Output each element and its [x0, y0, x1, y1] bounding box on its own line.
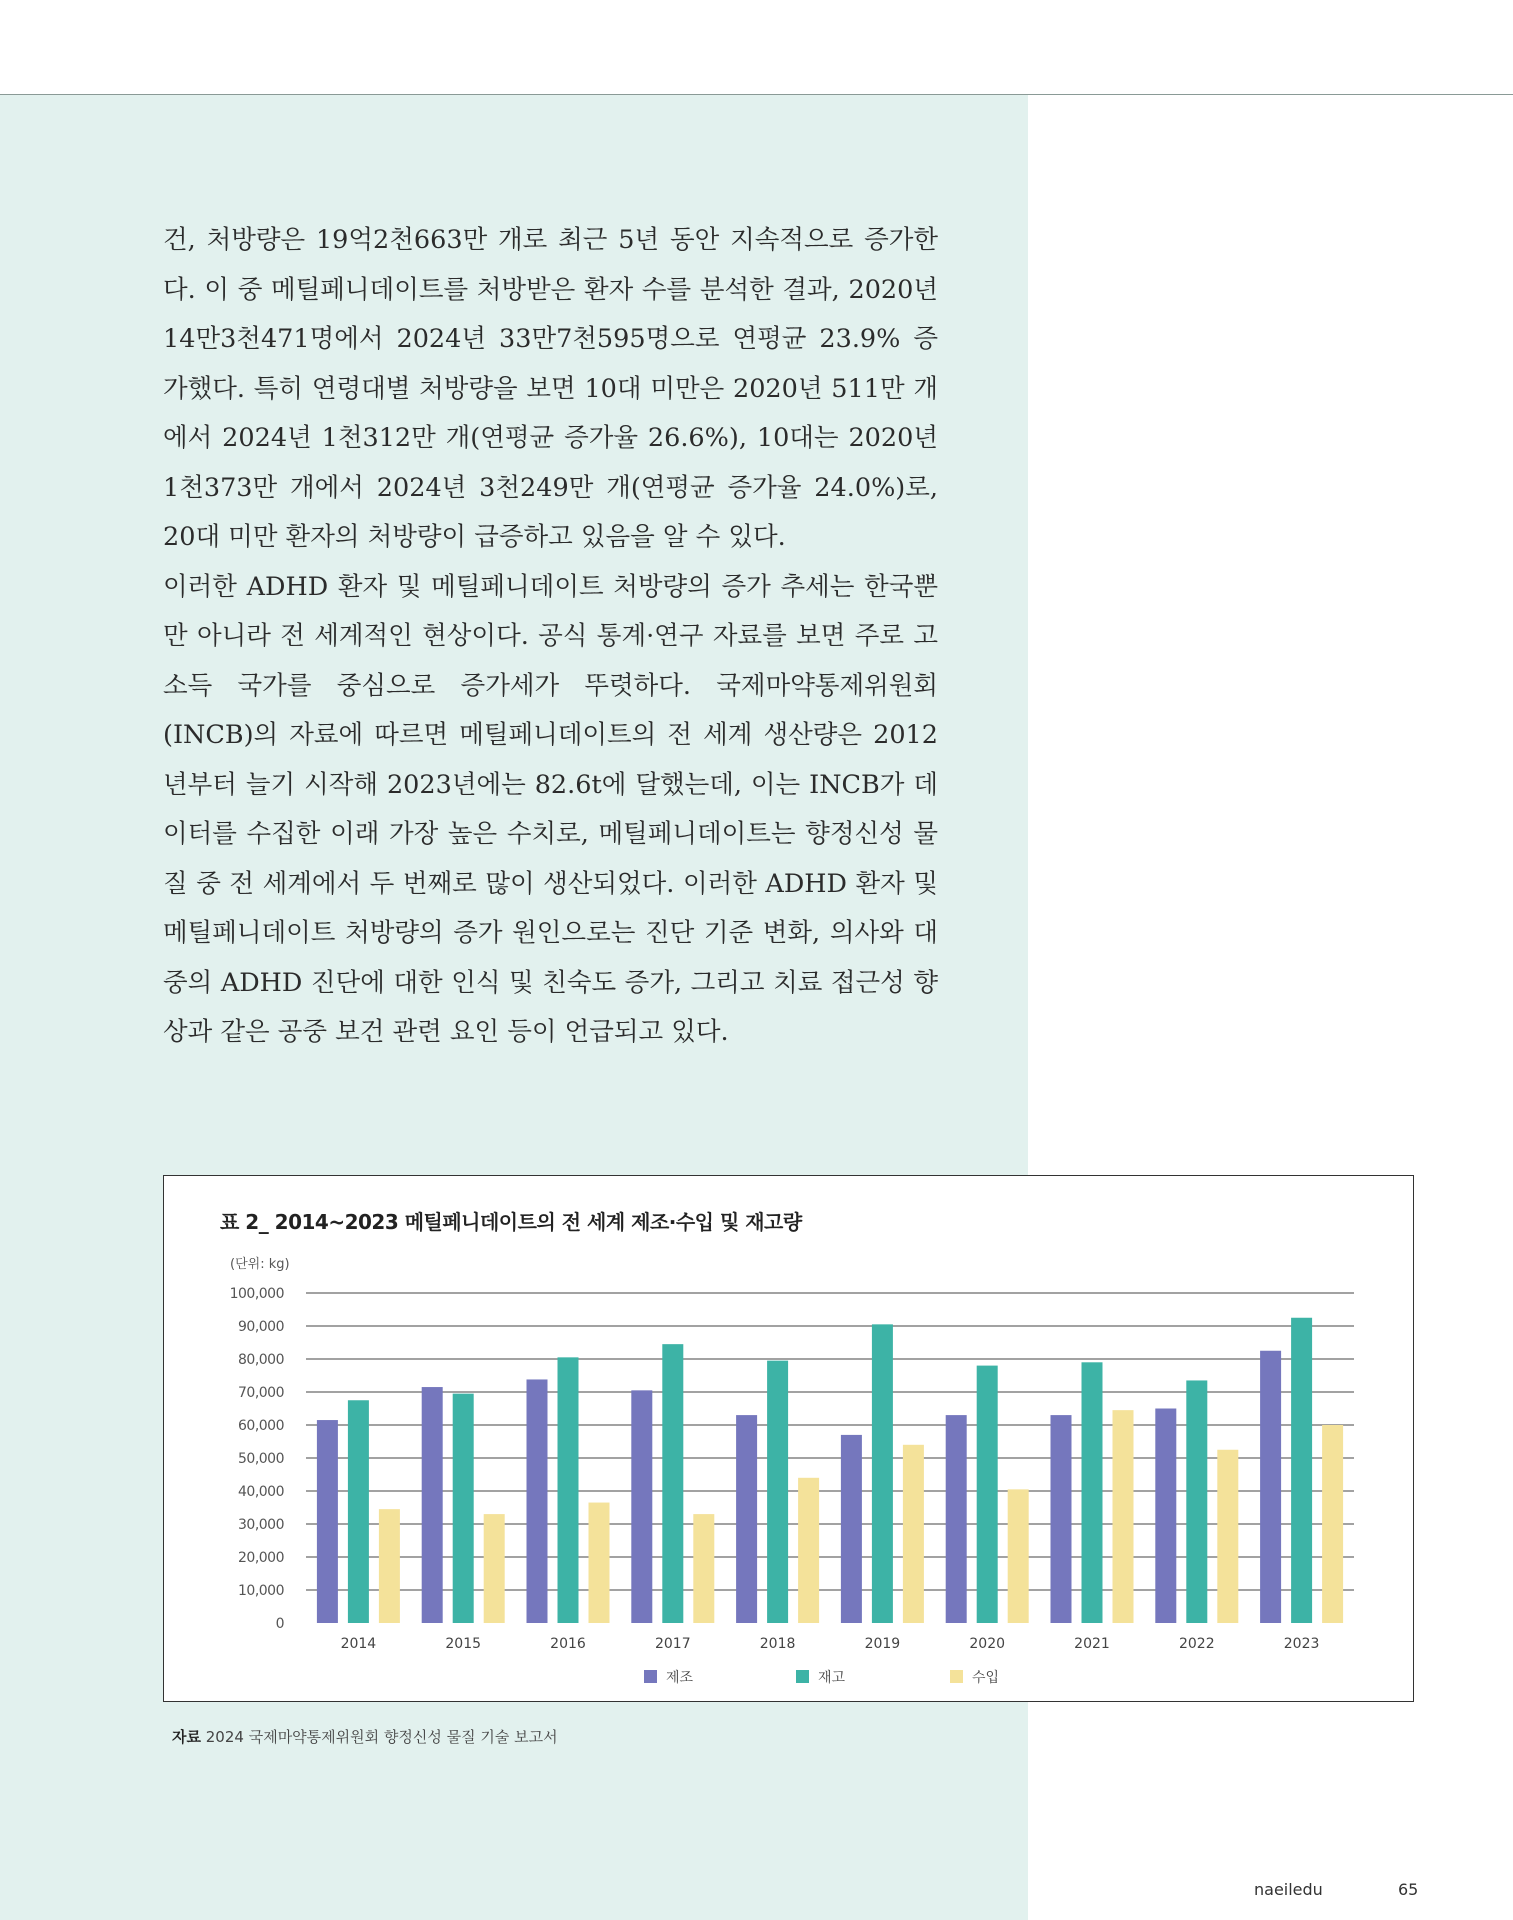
legend-label-import: 수입 [972, 1670, 1000, 1686]
y-tick-label: 90,000 [238, 1319, 284, 1335]
legend-label-stock: 재고 [818, 1670, 846, 1686]
bar-stock-2019 [872, 1324, 893, 1623]
bar-stock-2021 [1082, 1362, 1103, 1623]
bar-stock-2017 [662, 1344, 683, 1623]
chart-title: 표 2_ 2014~2023 메틸페니데이트의 전 세계 제조·수입 및 재고량 [220, 1210, 802, 1234]
x-tick-label: 2019 [864, 1636, 901, 1652]
footer-brand: naeiledu [1254, 1880, 1323, 1899]
legend-swatch-manufacture [644, 1670, 657, 1683]
bar-manufacture-2016 [527, 1379, 548, 1623]
y-tick-label: 40,000 [238, 1484, 284, 1500]
y-tick-label: 10,000 [238, 1583, 284, 1599]
bar-manufacture-2021 [1051, 1415, 1072, 1623]
y-tick-label: 100,000 [229, 1286, 284, 1302]
chart-figure [163, 1175, 1414, 1702]
article-body [163, 216, 938, 1058]
x-tick-label: 2016 [550, 1636, 586, 1652]
y-tick-label: 30,000 [238, 1517, 284, 1533]
y-tick-label: 0 [275, 1616, 284, 1632]
x-tick-label: 2014 [340, 1636, 377, 1652]
source-text: 2024 국제마약통제위원회 향정신성 물질 기술 보고서 [205, 1728, 558, 1746]
x-tick-label: 2017 [654, 1636, 691, 1652]
bar-import-2020 [1008, 1489, 1029, 1623]
bar-import-2023 [1322, 1425, 1343, 1623]
legend-swatch-import [950, 1670, 963, 1683]
legend-label-manufacture: 제조 [666, 1670, 694, 1686]
article-paragraph-1: 건, 처방량은 19억2천663만 개로 최근 5년 동안 지속적으로 증가한다. 이 중 메틸페니데이트를 처방받은 환자 수를 분석한 결과, 2020년 14만3천471명에서 2024년 33만7천595명으로 연평균 23.9% 증가했다. 특히 연령대별 처방량을 보면 10대 미만은 2020년 511만 개에서 2024년 1천312만 개(연평균 증가율 26.6%), 10대는 2020년 1천373만 개에서 2024년 3천249만 개(연평균 증가율 24.0%)로, 20대 미만 환자의 처방량이 급증하고 있음을 알 수 있다. [163, 225, 938, 552]
bar-import-2021 [1113, 1410, 1134, 1623]
page-number: 65 [1398, 1880, 1419, 1899]
x-tick-label: 2020 [969, 1636, 1006, 1652]
y-tick-label: 80,000 [238, 1352, 284, 1368]
bar-manufacture-2020 [946, 1415, 967, 1623]
bar-manufacture-2018 [736, 1415, 757, 1623]
bar-manufacture-2015 [422, 1387, 443, 1623]
bar-chart [164, 1176, 1415, 1703]
y-tick-label: 50,000 [238, 1451, 284, 1467]
figure-source [172, 1726, 558, 1747]
legend-swatch-stock [796, 1670, 809, 1683]
x-tick-label: 2023 [1283, 1636, 1320, 1652]
bar-stock-2020 [977, 1366, 998, 1623]
bar-manufacture-2022 [1155, 1409, 1176, 1624]
source-label: 자료 [172, 1728, 201, 1746]
article-paragraph-2: 이러한 ADHD 환자 및 메틸페니데이트 처방량의 증가 추세는 한국뿐만 아니라 전 세계적인 현상이다. 공식 통계·연구 자료를 보면 주로 고소득 국가를 중심으로 증가세가 뚜렷하다. 국제마약통제위원회(INCB)의 자료에 따르면 메틸페니데이트의 전 세계 생산량은 2012년부터 늘기 시작해 2023년에는 82.6t에 달했는데, 이는 INCB가 데이터를 수집한 이래 가장 높은 수치로, 메틸페니데이트는 향정신성 물질 중 전 세계에서 두 번째로 많이 생산되었다. 이러한 ADHD 환자 및 메틸페니데이트 처방량의 증가 원인으로는 진단 기준 변화, 의사와 대중의 ADHD 진단에 대한 인식 및 친숙도 증가, 그리고 치료 접근성 향상과 같은 공중 보건 관련 요인 등이 언급되고 있다. [163, 571, 938, 1047]
bar-import-2015 [484, 1514, 505, 1623]
bar-import-2019 [903, 1445, 924, 1623]
bar-import-2016 [589, 1503, 610, 1623]
bar-import-2022 [1217, 1450, 1238, 1623]
bar-import-2014 [379, 1509, 400, 1623]
y-tick-label: 60,000 [238, 1418, 284, 1434]
unit-label: (단위: kg) [230, 1257, 290, 1272]
bar-stock-2016 [558, 1357, 579, 1623]
bar-manufacture-2017 [631, 1390, 652, 1623]
bar-stock-2015 [453, 1394, 474, 1623]
x-tick-label: 2018 [759, 1636, 796, 1652]
bar-manufacture-2019 [841, 1435, 862, 1623]
x-tick-label: 2015 [445, 1636, 482, 1652]
bar-stock-2014 [348, 1400, 369, 1623]
bar-import-2017 [693, 1514, 714, 1623]
bar-import-2018 [798, 1478, 819, 1623]
bar-stock-2022 [1186, 1380, 1207, 1623]
x-tick-label: 2022 [1178, 1636, 1215, 1652]
bar-manufacture-2023 [1260, 1351, 1281, 1623]
y-tick-label: 70,000 [238, 1385, 284, 1401]
y-tick-label: 20,000 [238, 1550, 284, 1566]
x-tick-label: 2021 [1074, 1636, 1110, 1652]
bar-manufacture-2014 [317, 1420, 338, 1623]
bar-stock-2023 [1291, 1318, 1312, 1623]
bar-stock-2018 [767, 1361, 788, 1623]
